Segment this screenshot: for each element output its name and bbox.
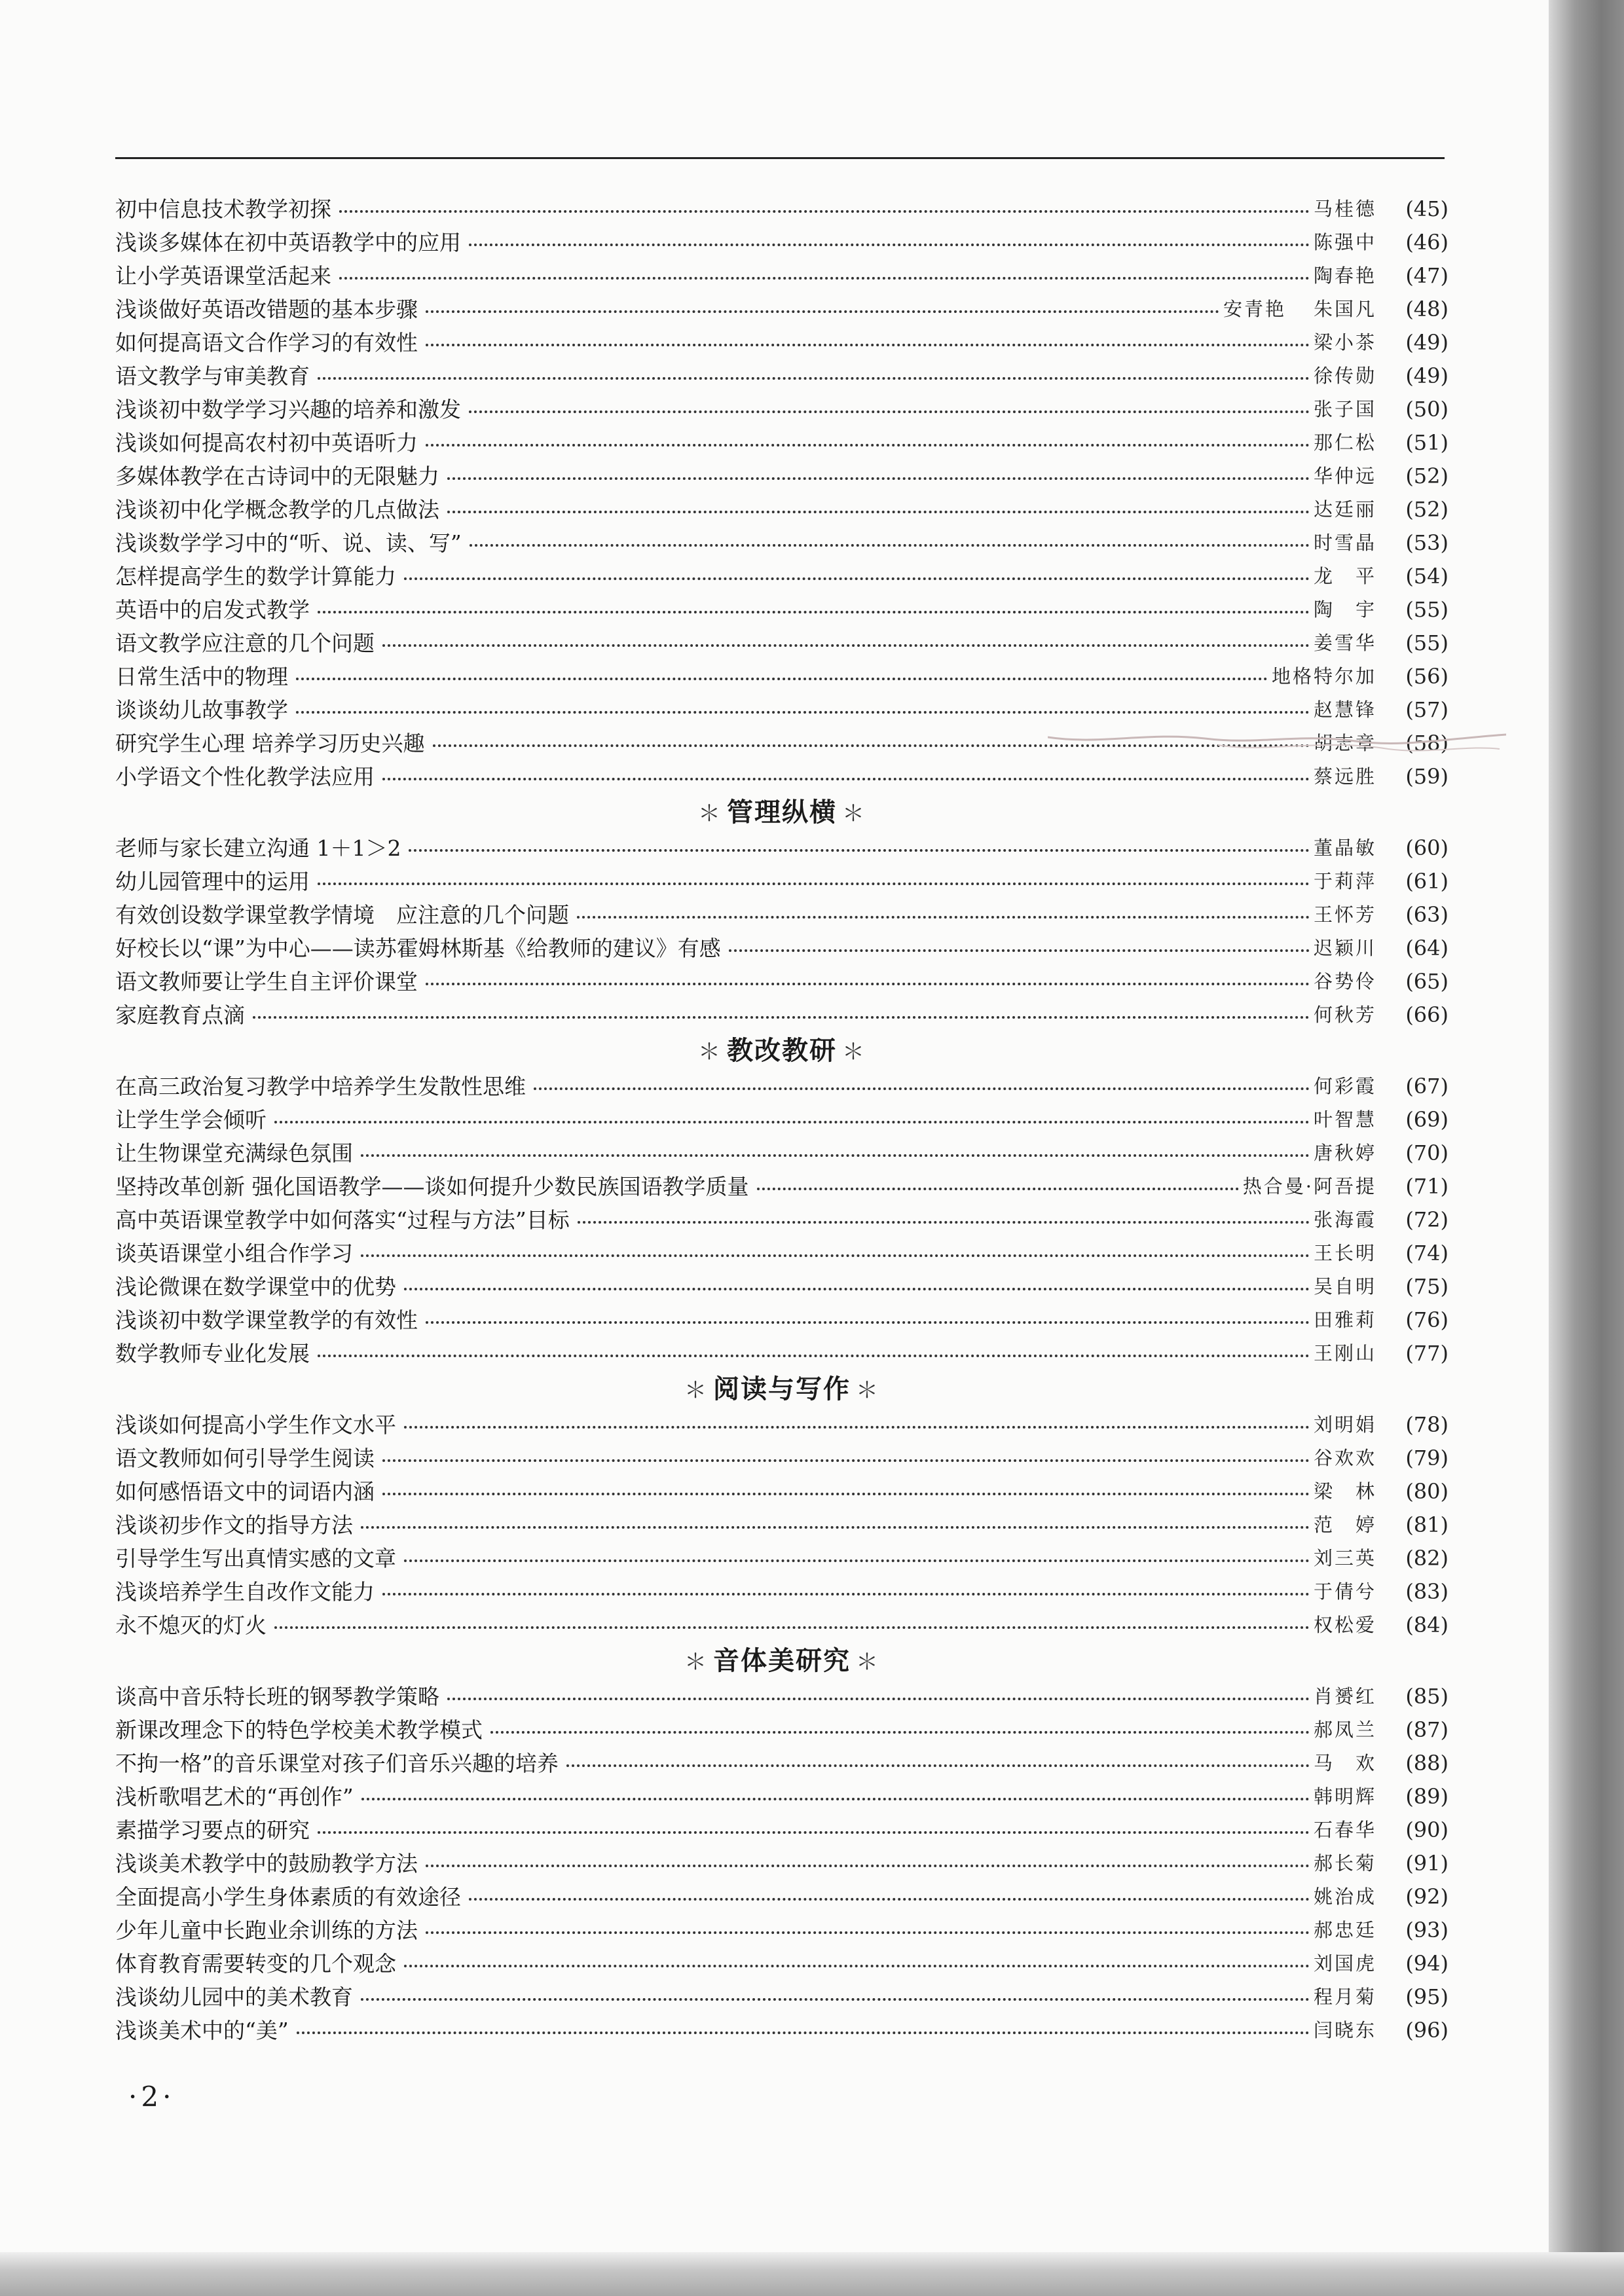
dot-leader [469,1898,1310,1901]
dot-leader [404,1426,1310,1429]
toc-entry[interactable] [115,1442,1449,1475]
entry-author: 马 欢 [1313,1752,1376,1774]
entry-title: 不拘一格”的音乐课堂对孩子们音乐兴趣的培养 [115,1751,559,1776]
entry-author: 马桂德 [1313,198,1376,220]
dot-leader [382,644,1310,647]
toc-entry[interactable] [115,1237,1449,1270]
entry-title: 如何提高语文合作学习的有效性 [115,330,418,355]
entry-author: 达廷丽 [1313,498,1376,520]
entry-page: (95) [1405,1984,1449,2009]
entry-page: (70) [1405,1140,1449,1165]
entry-author: 龙 平 [1313,565,1376,587]
dot-leader [757,1188,1239,1190]
entry-author: 韩明辉 [1313,1785,1376,1808]
entry-author: 蔡远胜 [1313,765,1376,788]
entry-page: (85) [1405,1684,1449,1709]
dot-leader [404,1965,1310,1967]
toc-entry[interactable] [115,259,1449,293]
entry-title: 研究学生心理 培养学习历史兴趣 [115,731,425,756]
entry-title: 谈高中音乐特长班的钢琴教学策略 [115,1684,439,1709]
section-heading [115,793,1449,831]
entry-page: (89) [1405,1784,1449,1809]
entry-page: (72) [1405,1207,1449,1232]
entry-page: (87) [1405,1717,1449,1742]
entry-title: 浅谈如何提高小学生作文水平 [115,1412,396,1438]
entry-page: (49) [1405,330,1449,355]
entry-page: (57) [1405,697,1449,722]
entry-author: 时雪晶 [1313,532,1376,554]
dot-leader [253,1016,1310,1019]
entry-page: (67) [1405,1074,1449,1099]
toc-entry[interactable] [115,1713,1449,1747]
entry-author: 那仁松 [1313,431,1376,454]
entry-title: 浅析歌唱艺术的“再创作” [115,1784,354,1810]
toc-entry[interactable] [115,1914,1449,1947]
entry-author: 唐秋婷 [1313,1142,1376,1164]
entry-title: 数学教师专业化发展 [115,1341,310,1366]
entry-title: 浅谈做好英语改错题的基本步骤 [115,297,418,322]
entry-title: 语文教师如何引导学生阅读 [115,1446,375,1471]
entry-page: (65) [1405,969,1449,994]
entry-page: (84) [1405,1613,1449,1637]
entry-author: 陶春艳 [1313,264,1376,287]
toc-entry[interactable] [115,1303,1449,1337]
entry-title: 家庭教育点滴 [115,1002,245,1028]
dot-leader [426,1931,1310,1934]
dot-leader [382,1459,1310,1462]
entry-title: 日常生活中的物理 [115,664,288,689]
toc-entry[interactable] [115,760,1449,793]
entry-page: (58) [1405,731,1449,756]
entry-author: 朱国凡 [1313,298,1376,320]
toc-entry[interactable] [115,1475,1449,1508]
entry-page: (55) [1405,597,1449,622]
entry-author: 张子国 [1313,398,1376,420]
entry-title: 如何感悟语文中的词语内涵 [115,1479,375,1504]
dot-leader [447,1698,1310,1700]
entry-title: 浅谈美术教学中的鼓励教学方法 [115,1851,418,1876]
entry-page: (77) [1405,1341,1449,1366]
toc-entry[interactable] [115,965,1449,998]
entry-author: 于倩兮 [1313,1580,1376,1603]
entry-author: 何彩霞 [1313,1075,1376,1097]
dot-leader [274,1121,1310,1123]
toc-entry[interactable] [115,460,1449,493]
toc-entry[interactable] [115,1408,1449,1442]
entry-page: (47) [1405,263,1449,288]
entry-page: (79) [1405,1446,1449,1470]
toc-entry[interactable] [115,1609,1449,1642]
entry-author: 于莉萍 [1313,870,1376,892]
toc-entry[interactable] [115,1980,1449,2014]
section-heading [115,1370,1449,1408]
toc-entry[interactable] [115,831,1449,865]
entry-author: 谷欢欢 [1313,1447,1376,1469]
dot-leader [318,377,1310,380]
entry-page: (64) [1405,936,1449,960]
toc-entry[interactable] [115,660,1449,693]
entry-page: (51) [1405,430,1449,455]
dot-leader [361,1154,1310,1157]
entry-title: 浅谈数学学习中的“听、说、读、写” [115,530,462,556]
entry-author: 郝忠廷 [1313,1919,1376,1941]
entry-page: (81) [1405,1512,1449,1537]
entry-author: 叶智慧 [1313,1108,1376,1131]
dot-leader [361,1998,1310,2001]
entry-author: 郝长菊 [1313,1852,1376,1874]
entry-author: 姜雪华 [1313,632,1376,654]
entry-page: (80) [1405,1479,1449,1504]
dot-leader [361,1526,1310,1529]
entry-title: 谈英语课堂小组合作学习 [115,1241,353,1266]
dot-leader [404,1559,1310,1562]
table-of-contents [115,192,1449,2047]
star-icon: ＊ [842,801,866,827]
dot-leader [318,1831,1310,1834]
entry-page: (52) [1405,497,1449,522]
entry-page: (55) [1405,630,1449,655]
section-title: 音体美研究 [713,1646,851,1676]
entry-title: 引导学生写出真情实感的文章 [115,1546,396,1571]
entry-title: 浅论微课在数学课堂中的优势 [115,1274,396,1300]
toc-entry[interactable] [115,192,1449,226]
entry-author: 肖赟红 [1313,1685,1376,1707]
dot-leader [729,949,1310,952]
entry-author: 徐传勋 [1313,365,1376,387]
entry-author: 梁 林 [1313,1480,1376,1503]
entry-title: 浅谈初步作文的指导方法 [115,1512,353,1538]
entry-page: (66) [1405,1002,1449,1027]
section-title: 教改教研 [727,1036,837,1066]
entry-title: 初中信息技术教学初探 [115,196,331,222]
toc-entry[interactable] [115,1508,1449,1542]
toc-entry[interactable] [115,1813,1449,1847]
star-icon: ＊ [698,801,722,827]
entry-page: (52) [1405,464,1449,488]
dot-leader [339,277,1310,280]
entry-page: (45) [1405,196,1449,221]
entry-author: 梁小茶 [1313,331,1376,354]
entry-page: (71) [1405,1174,1449,1199]
toc-entry[interactable] [115,426,1449,460]
entry-author: 何秋芳 [1313,1004,1376,1026]
entry-page: (96) [1405,2018,1449,2043]
toc-entry[interactable] [115,493,1449,526]
toc-entry[interactable] [115,627,1449,660]
entry-title: 语文教学与审美教育 [115,363,310,389]
entry-page: (56) [1405,664,1449,689]
dot-leader [426,310,1219,313]
entry-title: 小学语文个性化教学法应用 [115,764,375,790]
star-icon: ＊ [856,1649,879,1675]
dot-leader [447,511,1310,513]
entry-coauthor: 安青艳 [1223,298,1286,320]
entry-title: 让学生学会倾听 [115,1107,267,1133]
entry-title: 让小学英语课堂活起来 [115,263,331,289]
toc-entry[interactable] [115,1880,1449,1914]
toc-entry[interactable] [115,2014,1449,2047]
toc-entry[interactable] [115,526,1449,560]
entry-author: 谷势伶 [1313,970,1376,993]
dot-leader [469,244,1310,246]
entry-title: 浅谈幼儿园中的美术教育 [115,1984,353,2010]
dot-leader [382,1593,1310,1595]
entry-page: (93) [1405,1918,1449,1942]
toc-entry[interactable] [115,1203,1449,1237]
entry-page: (76) [1405,1307,1449,1332]
entry-title: 让生物课堂充满绿色氛围 [115,1140,353,1166]
entry-author: 热合曼·阿吾提 [1242,1175,1376,1197]
entry-title: 浅谈如何提高农村初中英语听力 [115,430,418,456]
dot-leader [318,1355,1310,1357]
entry-page: (75) [1405,1274,1449,1299]
entry-author: 王刚山 [1313,1342,1376,1364]
entry-page: (78) [1405,1412,1449,1437]
dot-leader [469,410,1310,413]
star-icon: ＊ [698,1039,722,1065]
scan-shadow-right [1549,0,1624,2296]
toc-entry[interactable] [115,865,1449,898]
entry-author: 王怀芳 [1313,903,1376,926]
entry-title: 好校长以“课”为中心——读苏霍姆林斯基《给教师的建议》有感 [115,936,721,961]
entry-author: 吴自明 [1313,1275,1376,1298]
entry-author: 程月菊 [1313,1986,1376,2008]
entry-author: 赵慧锋 [1313,699,1376,721]
entry-page: (50) [1405,397,1449,422]
entry-author: 刘三英 [1313,1547,1376,1569]
entry-title: 老师与家长建立沟通 1＋1＞2 [115,835,401,861]
dot-leader [409,849,1310,852]
entry-title: 永不熄灭的灯火 [115,1613,267,1638]
section-title: 阅读与写作 [713,1374,851,1404]
toc-entry[interactable] [115,293,1449,326]
dot-leader [578,1221,1310,1224]
entry-title: 素描学习要点的研究 [115,1817,310,1843]
entry-title: 在高三政治复习教学中培养学生发散性思维 [115,1074,526,1099]
section-title: 管理纵横 [727,797,837,828]
dot-leader [566,1764,1310,1767]
entry-page: (94) [1405,1951,1449,1976]
entry-author: 刘国虎 [1313,1952,1376,1975]
dot-leader [426,1321,1310,1324]
toc-entry[interactable] [115,359,1449,393]
toc-entry[interactable] [115,1780,1449,1813]
entry-author: 刘明娟 [1313,1413,1376,1436]
entry-title: 坚持改革创新 强化国语教学——谈如何提升少数民族国语教学质量 [115,1174,749,1199]
dot-leader [447,477,1310,480]
toc-entry[interactable] [115,1337,1449,1370]
entry-page: (91) [1405,1851,1449,1876]
entry-author: 石春华 [1313,1819,1376,1841]
entry-title: 怎样提高学生的数学计算能力 [115,564,396,589]
entry-page: (48) [1405,297,1449,321]
entry-page: (69) [1405,1107,1449,1132]
entry-page: (53) [1405,530,1449,555]
star-icon: ＊ [856,1377,879,1404]
entry-page: (49) [1405,363,1449,388]
dot-leader [577,916,1310,919]
toc-entry[interactable] [115,1270,1449,1303]
star-icon: ＊ [684,1649,708,1675]
toc-entry[interactable] [115,1170,1449,1203]
toc-entry[interactable] [115,226,1449,259]
entry-author: 地格特尔加 [1271,665,1376,687]
toc-entry[interactable] [115,1137,1449,1170]
dot-leader [297,2032,1310,2034]
entry-page: (90) [1405,1817,1449,1842]
entry-author: 张海霞 [1313,1209,1376,1231]
entry-title: 多媒体教学在古诗词中的无限魅力 [115,464,439,489]
dot-leader [404,1288,1310,1290]
dot-leader [361,1254,1310,1257]
dot-leader [318,883,1310,885]
entry-page: (60) [1405,835,1449,860]
section-heading [115,1032,1449,1070]
entry-page: (61) [1405,869,1449,894]
entry-page: (54) [1405,564,1449,589]
entry-page: (46) [1405,230,1449,255]
dot-leader [296,678,1268,680]
header-rule [115,157,1445,159]
dot-leader [534,1087,1310,1090]
entry-author: 王长明 [1313,1242,1376,1264]
dot-leader [490,1731,1310,1734]
dot-leader [339,210,1310,213]
toc-entry[interactable] [115,932,1449,965]
entry-author: 陈强中 [1313,231,1376,253]
dot-leader [470,544,1310,547]
page-number: ·2· [128,2081,175,2113]
entry-author: 陶 宇 [1313,598,1376,621]
entry-title: 幼儿园管理中的运用 [115,869,310,894]
entry-title: 浅谈培养学生自改作文能力 [115,1579,375,1605]
entry-title: 少年儿童中长跑业余训练的方法 [115,1918,418,1943]
entry-author: 闫晓东 [1313,2019,1376,2041]
entry-title: 浅谈初中数学课堂教学的有效性 [115,1307,418,1333]
dot-leader [426,983,1310,985]
toc-entry[interactable] [115,1747,1449,1780]
dot-leader [426,344,1310,346]
toc-entry[interactable] [115,1680,1449,1713]
entry-title: 高中英语课堂教学中如何落实“过程与方法”目标 [115,1207,570,1233]
entry-title: 全面提高小学生身体素质的有效途径 [115,1884,461,1910]
dot-leader [274,1626,1310,1629]
entry-author: 权松爱 [1313,1614,1376,1636]
entry-title: 有效创设数学课堂教学情境 应注意的几个问题 [115,902,569,928]
entry-title: 浅谈初中数学学习兴趣的培养和激发 [115,397,461,422]
star-icon: ＊ [842,1039,866,1065]
pen-scribble-mark [1048,719,1506,765]
entry-page: (83) [1405,1579,1449,1604]
entry-page: (74) [1405,1241,1449,1266]
star-icon: ＊ [684,1377,708,1404]
entry-title: 新课改理念下的特色学校美术教学模式 [115,1717,483,1743]
dot-leader [318,611,1310,613]
scan-shadow-bottom [0,2252,1624,2296]
entry-author: 范 婷 [1313,1514,1376,1536]
entry-author: 郝凤兰 [1313,1719,1376,1741]
toc-entry[interactable] [115,1542,1449,1575]
entry-page: (59) [1405,764,1449,789]
section-heading [115,1642,1449,1680]
toc-entry[interactable] [115,393,1449,426]
entry-author: 胡志章 [1313,732,1376,754]
toc-entry[interactable] [115,1070,1449,1103]
toc-entry[interactable] [115,998,1449,1032]
dot-leader [361,1798,1310,1800]
toc-entry[interactable] [115,1847,1449,1880]
entry-title: 体育教育需要转变的几个观念 [115,1951,396,1977]
dot-leader [296,711,1310,714]
dot-leader [404,577,1310,580]
entry-author: 田雅莉 [1313,1309,1376,1331]
toc-entry[interactable] [115,898,1449,932]
entry-title: 浅谈美术中的“美” [115,2018,289,2043]
dot-leader [382,778,1310,780]
entry-title: 浅谈多媒体在初中英语教学中的应用 [115,230,461,255]
toc-entry[interactable] [115,1575,1449,1609]
toc-entry[interactable] [115,1103,1449,1137]
entry-author: 迟颖川 [1313,937,1376,959]
entry-author: 华仲远 [1313,465,1376,487]
entry-title: 英语中的启发式教学 [115,597,310,623]
entry-title: 语文教师要让学生自主评价课堂 [115,969,418,994]
toc-entry[interactable] [115,593,1449,627]
toc-entry[interactable] [115,560,1449,593]
dot-leader [382,1493,1310,1495]
entry-author: 姚治成 [1313,1886,1376,1908]
entry-title: 语文教学应注意的几个问题 [115,630,375,656]
toc-entry[interactable] [115,326,1449,359]
entry-page: (63) [1405,902,1449,927]
entry-title: 浅谈初中化学概念教学的几点做法 [115,497,439,522]
entry-author: 董晶敏 [1313,837,1376,859]
entry-page: (82) [1405,1546,1449,1571]
entry-page: (92) [1405,1884,1449,1909]
dot-leader [426,444,1310,446]
dot-leader [426,1865,1310,1867]
toc-entry[interactable] [115,1947,1449,1980]
entry-page: (88) [1405,1751,1449,1776]
entry-title: 谈谈幼儿故事教学 [115,697,288,723]
